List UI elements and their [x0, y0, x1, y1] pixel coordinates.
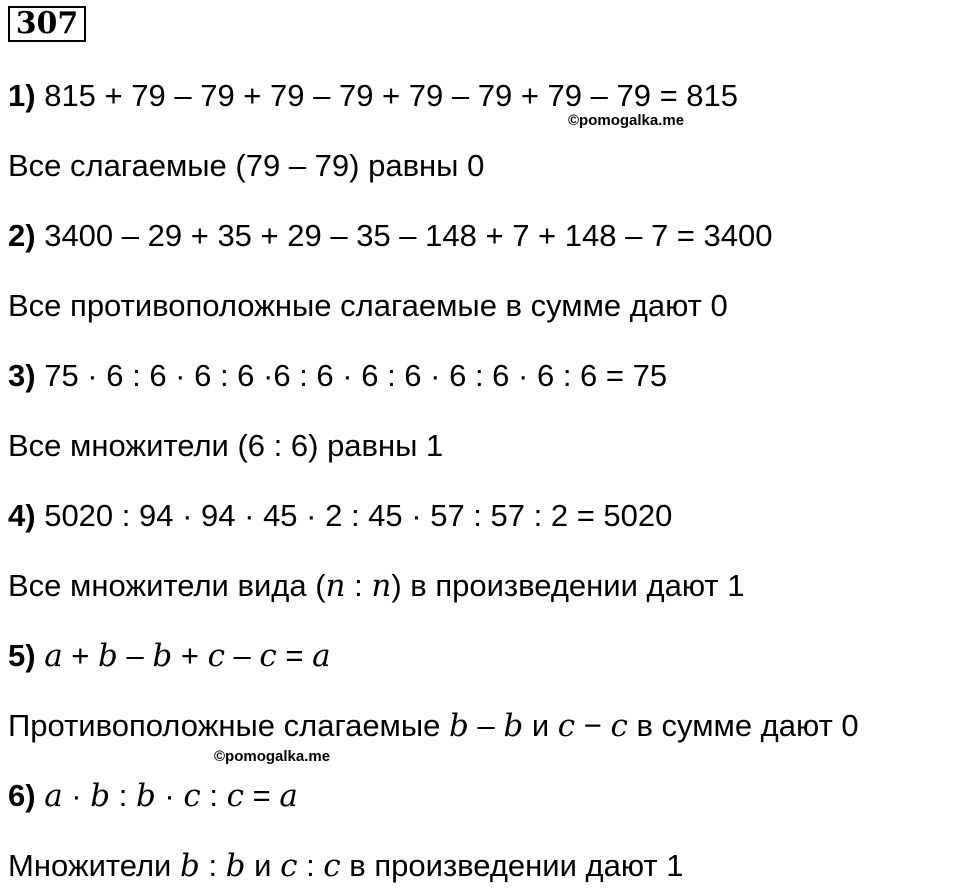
- item-5-expl-v1: b: [449, 708, 469, 744]
- item-6-var-b2: b: [135, 778, 156, 814]
- item-4-expl-before: Все множители вида (: [8, 568, 326, 603]
- item-4-var-n1: n: [325, 568, 346, 604]
- item-6-var-res: a: [279, 778, 298, 814]
- item-5-expl-after: в сумме дают 0: [627, 708, 859, 743]
- item-4-label: 4): [8, 498, 36, 533]
- item-4-expression: [8, 496, 672, 536]
- item-5-eq: =: [276, 638, 313, 673]
- item-5-op3: +: [172, 638, 208, 673]
- item-6-expl-v2: b: [225, 848, 246, 884]
- item-1-label: 1): [8, 78, 36, 113]
- item-6-op1: ·: [62, 778, 91, 813]
- item-6-expl-op2: :: [297, 848, 324, 883]
- item-5-var-res: a: [312, 638, 331, 674]
- item-5-op1: +: [62, 638, 99, 673]
- item-6-op2: :: [110, 778, 136, 813]
- item-6-explanation: [8, 846, 684, 886]
- item-1-expression: [8, 76, 738, 116]
- item-5-expl-v4: c: [610, 708, 628, 744]
- item-6-var-a: a: [44, 778, 63, 814]
- item-1-expression-text: 815 + 79 – 79 + 79 – 79 + 79 – 79 + 79 – 79 = 815: [44, 78, 739, 113]
- item-6-op3: ·: [155, 778, 184, 813]
- item-6-expl-before: Множители: [8, 848, 180, 883]
- watermark-bottom: ©pomogalka.me: [214, 748, 331, 765]
- item-5-var-b2: b: [152, 638, 173, 674]
- item-2-label: 2): [8, 218, 36, 253]
- item-5-explanation: [8, 706, 859, 746]
- item-6-var-c2: c: [226, 778, 244, 814]
- item-6-eq: =: [243, 778, 280, 813]
- item-6-op4: :: [200, 778, 227, 813]
- item-5-expl-mid: и: [523, 708, 558, 743]
- item-6-var-c1: c: [183, 778, 201, 814]
- item-6-expression: [8, 776, 298, 816]
- item-5-expl-v2: b: [503, 708, 524, 744]
- item-5-label: 5): [8, 638, 36, 673]
- item-3-expression: [8, 356, 667, 396]
- item-2-expression-text: 3400 – 29 + 35 + 29 – 35 – 148 + 7 + 148 – 7 = 3400: [44, 218, 773, 253]
- item-5-expl-before: Противоположные слагаемые: [8, 708, 450, 743]
- item-5-var-c2: c: [259, 638, 277, 674]
- item-6-label: 6): [8, 778, 36, 813]
- item-5-var-a: a: [44, 638, 63, 674]
- item-6-var-b1: b: [90, 778, 111, 814]
- item-1-explanation: Все слагаемые (79 – 79) равны 0: [8, 148, 485, 183]
- item-5-var-c1: c: [207, 638, 225, 674]
- item-4-expl-after: ) в произведении дают 1: [391, 568, 745, 603]
- item-5-expression-text: [44, 638, 330, 673]
- item-2-explanation: Все противоположные слагаемые в сумме дают 0: [8, 288, 728, 323]
- item-3-label: 3): [8, 358, 36, 393]
- item-6-expl-v4: c: [323, 848, 341, 884]
- watermark-top: ©pomogalka.me: [568, 112, 685, 129]
- item-2-expression: [8, 216, 773, 256]
- item-4-expression-text: 5020 : 94 · 94 · 45 · 2 : 45 · 57 : 57 : 2 = 5020: [44, 498, 673, 533]
- item-5-expl-v3: c: [557, 708, 576, 744]
- item-3-expression-text: 75 · 6 : 6 · 6 : 6 ·6 : 6 · 6 : 6 · 6 : 6 · 6 : 6 = 75: [44, 358, 668, 393]
- item-5-op4: –: [224, 638, 260, 673]
- item-5-op2: –: [117, 638, 153, 673]
- item-6-expl-v1: b: [179, 848, 200, 884]
- item-4-explanation: [8, 566, 744, 606]
- item-5-var-b1: b: [98, 638, 118, 674]
- item-5-expl-op1: –: [468, 708, 504, 743]
- item-4-expl-mid: :: [345, 568, 372, 603]
- item-6-expression-text: [44, 778, 298, 813]
- item-6-expl-op1: :: [199, 848, 226, 883]
- item-6-expl-after: в произведении дают 1: [340, 848, 684, 883]
- exercise-number: 307: [8, 6, 86, 42]
- item-4-var-n2: n: [371, 568, 392, 604]
- item-5-expl-op2: −: [575, 708, 611, 743]
- item-6-expl-v3: c: [280, 848, 298, 884]
- item-3-explanation: Все множители (6 : 6) равны 1: [8, 428, 444, 463]
- item-6-expl-mid: и: [245, 848, 281, 883]
- item-5-expression: [8, 636, 331, 676]
